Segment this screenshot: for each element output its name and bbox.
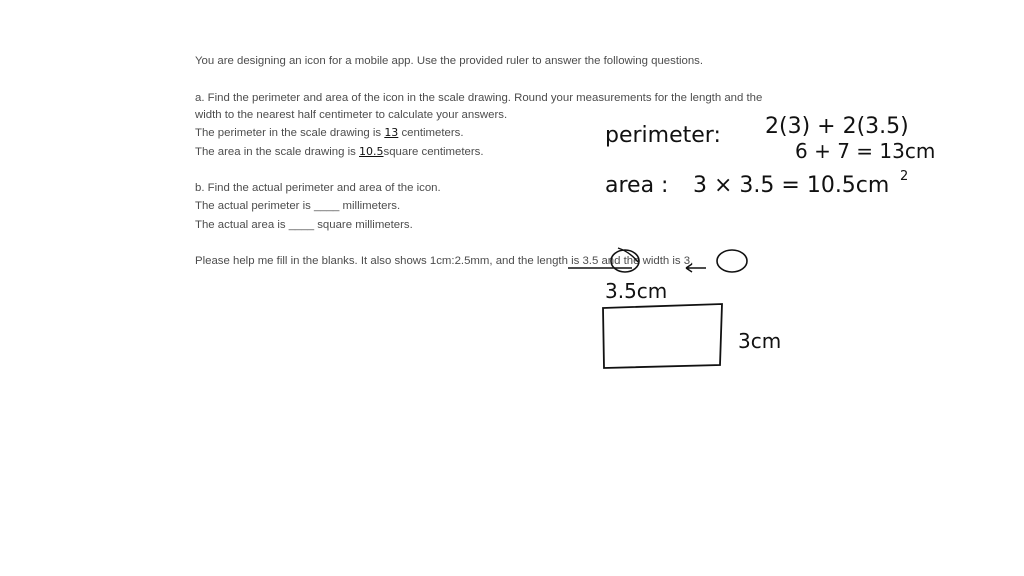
- part-b-line-1: b. Find the actual perimeter and area of the icon.: [195, 182, 441, 194]
- part-b-area-line: The actual area is ____ square millimeters.: [195, 219, 413, 231]
- hw-rect-side-label: 3cm: [738, 329, 782, 353]
- area-suffix: square centimeters.: [383, 146, 484, 158]
- hw-area-label: area :: [605, 173, 669, 198]
- area-prefix: The area in the scale drawing is: [195, 146, 359, 158]
- hw-area-expression: 3 × 3.5 = 10.5cm: [693, 173, 890, 198]
- rectangle-sketch: [603, 304, 722, 368]
- area-answer: 10.5: [359, 145, 384, 158]
- perimeter-answer: 13: [384, 126, 399, 139]
- part-b-perimeter-line: The actual perimeter is ____ millimeters.: [195, 200, 401, 212]
- perimeter-suffix: centimeters.: [398, 127, 464, 139]
- hw-perimeter-label: perimeter:: [605, 123, 721, 148]
- hw-perimeter-expression: 2(3) + 2(3.5): [765, 114, 909, 139]
- hw-area-exponent: 2: [900, 169, 909, 184]
- help-request: Please help me fill in the blanks. It also shows 1cm:2.5mm, and the length is 3.5 and the width is 3.: [195, 255, 694, 267]
- hw-rect-top-label: 3.5cm: [605, 279, 668, 303]
- perimeter-prefix: The perimeter in the scale drawing is: [195, 127, 385, 139]
- part-a-line-1: a. Find the perimeter and area of the icon in the scale drawing. Round your measurements for the length and the: [195, 92, 763, 104]
- part-a-line-2: width to the nearest half centimeter to calculate your answers.: [195, 109, 508, 121]
- hw-perimeter-result: 6 + 7 = 13cm: [795, 139, 936, 163]
- question-intro: You are designing an icon for a mobile app. Use the provided ruler to answer the following questions.: [195, 55, 704, 67]
- arrow-to-width: [686, 264, 706, 272]
- circle-width-value: [717, 250, 747, 272]
